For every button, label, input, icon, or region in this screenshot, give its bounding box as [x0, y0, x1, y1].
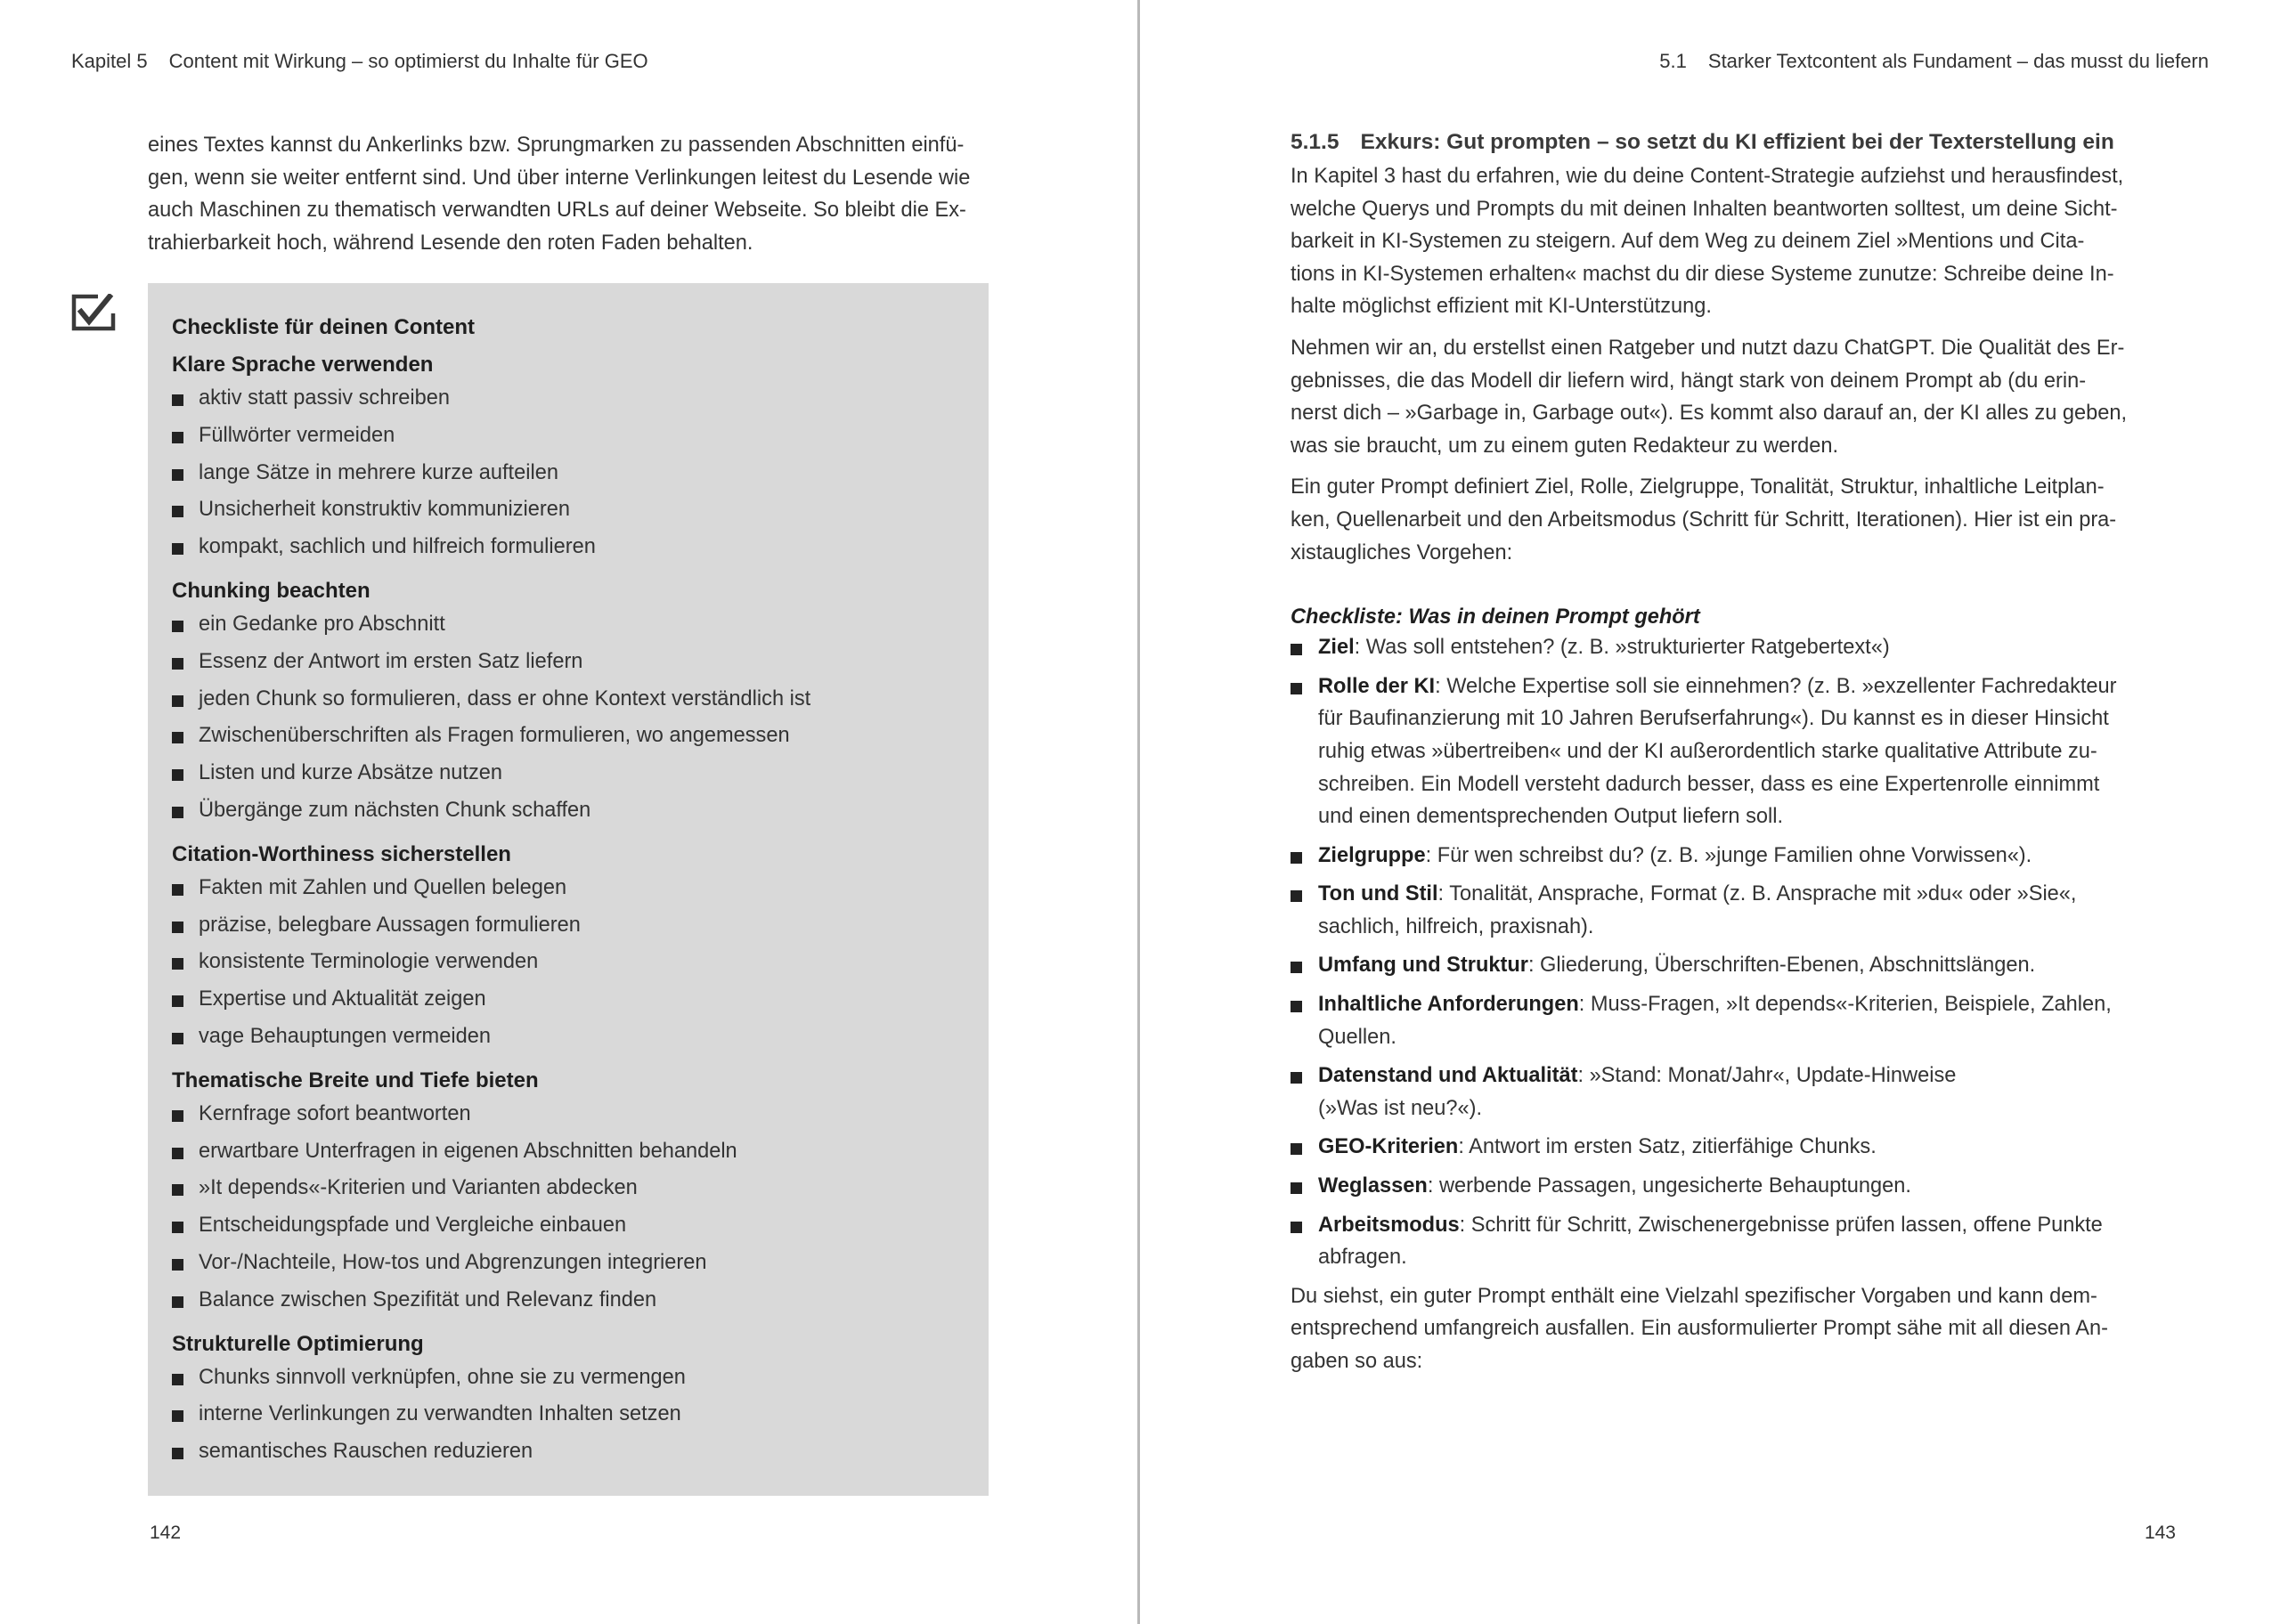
prompt-item-text: : werbende Passagen, ungesicherte Behauptungen.: [1427, 1174, 1911, 1198]
prompt-item-text: : Was soll entstehen? (z. B. »strukturierter Ratgebertext«): [1354, 636, 1890, 660]
text-line: In Kapitel 3 hast du erfahren, wie du deine Content-Strategie aufziehst und herausfindest,: [1291, 165, 2124, 188]
prompt-checklist-item: [1291, 1209, 2130, 1274]
checklist-item: Entscheidungspfade und Vergleiche einbauen: [172, 1207, 964, 1245]
checklist-items: [172, 870, 964, 1056]
checklist-item: Zwischenüberschriften als Fragen formulieren, wo angemessen: [172, 718, 964, 755]
text-line: tions in KI-Systemen erhalten« machst du dir diese Systeme zunutze: Schreibe deine In-: [1291, 262, 2114, 286]
checklist-item: lange Sätze in mehrere kurze aufteilen: [172, 455, 964, 492]
prompt-checklist-item: [1291, 1170, 2130, 1203]
prompt-item-text: : Tonalität, Ansprache, Format (z. B. Ansprache mit »du« oder »Sie«,: [1437, 882, 2077, 906]
section-heading: [1291, 125, 2130, 160]
checklist-item: erwartbare Unterfragen in eigenen Abschnitten behandeln: [172, 1133, 964, 1171]
checklist-item: konsistente Terminologie verwenden: [172, 944, 964, 981]
running-head-right: [1659, 50, 2209, 73]
prompt-item-text: Quellen.: [1318, 1025, 1396, 1049]
text-line: gen, wenn sie weiter entfernt sind. Und über interne Verlinkungen leitest du Lesende wie: [148, 166, 971, 190]
prompt-item-text: (»Was ist neu?«).: [1318, 1096, 1483, 1120]
checklist-items: [172, 1360, 964, 1471]
checkbox-checkmark-icon: [71, 294, 116, 331]
checklist-items: [172, 1096, 964, 1320]
checklist-items: [172, 606, 964, 830]
right-column: [1291, 125, 2130, 1387]
prompt-checklist-item: [1291, 988, 2130, 1053]
running-head-section-title: Starker Textcontent als Fundament – das musst du liefern: [1707, 50, 2209, 72]
checklist-item: Fakten mit Zahlen und Quellen belegen: [172, 870, 964, 907]
page-number-right: 143: [2144, 1522, 2176, 1543]
prompt-item-term: Ziel: [1318, 636, 1355, 660]
running-head-chapter: Kapitel 5: [71, 50, 148, 72]
content-checklist-box: [148, 283, 989, 1496]
text-line: entsprechend umfangreich ausfallen. Ein ausformulierter Prompt sähe mit all diesen An-: [1291, 1317, 2109, 1341]
checklist-sections: [172, 353, 964, 1471]
prompt-item-text: : Gliederung, Überschriften-Ebenen, Abschnittslängen.: [1527, 954, 2036, 978]
prompt-item-term: Inhaltliche Anforderungen: [1318, 993, 1579, 1017]
text-line: gebnisses, die das Modell dir liefern wird, hängt stark von deinem Prompt ab (du erin-: [1291, 369, 2087, 393]
prompt-item-term: Arbeitsmodus: [1318, 1213, 1460, 1237]
text-line: ken, Quellenarbeit und den Arbeitsmodus (Schritt für Schritt, Iterationen). Hier ist ein pra-: [1291, 508, 2117, 532]
intro-paragraph: [148, 129, 989, 259]
prompt-item-term: Datenstand und Aktualität: [1318, 1064, 1578, 1088]
checklist-item: Chunks sinnvoll verknüpfen, ohne sie zu vermengen: [172, 1360, 964, 1397]
text-line: Ein guter Prompt definiert Ziel, Rolle, Zielgruppe, Tonalität, Struktur, inhaltliche Leitplan-: [1291, 475, 2105, 499]
text-line: welche Querys und Prompts du mit deinen Inhalten beantworten solltest, um deine Sicht-: [1291, 197, 2118, 221]
prompt-item-text: für Baufinanzierung mit 10 Jahren Berufserfahrung«). Du kannst es in dieser Hinsicht: [1318, 707, 2109, 731]
prompt-item-text: : Muss-Fragen, »It depends«-Kriterien, Beispiele, Zahlen,: [1578, 993, 2112, 1017]
body-paragraph: [1291, 332, 2130, 462]
text-line: eines Textes kannst du Ankerlinks bzw. Sprungmarken zu passenden Abschnitten einfü-: [148, 134, 965, 157]
text-line: halte möglichst effizient mit KI-Unterstützung.: [1291, 295, 1712, 319]
section-number: 5.1.5: [1291, 130, 1340, 154]
prompt-item-text: sachlich, hilfreich, praxisnah).: [1318, 914, 1594, 938]
checklist-item: Vor-/Nachteile, How-tos und Abgrenzungen integrieren: [172, 1245, 964, 1282]
checklist-item: vage Behauptungen vermeiden: [172, 1019, 964, 1056]
text-line: gaben so aus:: [1291, 1350, 1423, 1373]
prompt-checklist-title: Checkliste: Was in deinen Prompt gehört: [1291, 605, 1700, 629]
checklist-item: Balance zwischen Spezifität und Relevanz finden: [172, 1282, 964, 1320]
checklist-item: Listen und kurze Absätze nutzen: [172, 755, 964, 792]
running-head-section: 5.1: [1659, 50, 1687, 72]
checklist-item: semantisches Rauschen reduzieren: [172, 1433, 964, 1471]
prompt-item-term: Ton und Stil: [1318, 882, 1438, 906]
prompt-checklist-item: [1291, 1131, 2130, 1164]
checklist-section-heading: Citation-Worthiness sicherstellen: [172, 841, 511, 866]
prompt-item-text: : »Stand: Monat/Jahr«, Update-Hinweise: [1577, 1064, 1957, 1088]
prompt-checklist-item: [1291, 949, 2130, 982]
checklist-item: »It depends«-Kriterien und Varianten abdecken: [172, 1170, 964, 1207]
body-paragraph: [1291, 160, 2130, 323]
prompt-item-term: Umfang und Struktur: [1318, 954, 1528, 978]
section-title: Exkurs: Gut prompten – so setzt du KI effizient bei der Texterstellung ein: [1360, 130, 2114, 154]
outro-paragraph: [1291, 1280, 2130, 1378]
prompt-checklist-item: [1291, 878, 2130, 943]
text-line: auch Maschinen zu thematisch verwandten URLs auf deiner Webseite. So bleibt die Ex-: [148, 199, 966, 223]
text-line: trahierbarkeit hoch, während Lesende den roten Faden behalten.: [148, 231, 753, 255]
text-line: xistaugliches Vorgehen:: [1291, 540, 1513, 564]
checklist-items: [172, 380, 964, 566]
checklist-item: kompakt, sachlich und hilfreich formulieren: [172, 529, 964, 566]
checklist-item: Expertise und Aktualität zeigen: [172, 981, 964, 1019]
prompt-item-text: : Welche Expertise soll sie einnehmen? (z. B. »exzellenter Fachredakteur: [1435, 674, 2117, 698]
prompt-checklist: [1291, 631, 2130, 1274]
checklist-item: ein Gedanke pro Abschnitt: [172, 606, 964, 644]
checklist-section-heading: Klare Sprache verwenden: [172, 353, 434, 377]
prompt-item-text: ruhig etwas »übertreiben« und der KI außerordentlich starke qualitative Attribute zu-: [1318, 739, 2097, 763]
checklist-item: jeden Chunk so formulieren, dass er ohne Kontext verständlich ist: [172, 681, 964, 719]
prompt-item-term: Weglassen: [1318, 1174, 1428, 1198]
checklist-item: Unsicherheit konstruktiv kommunizieren: [172, 491, 964, 529]
right-page: [1140, 0, 2280, 1624]
prompt-item-text: und einen dementsprechenden Output liefern soll.: [1318, 805, 1784, 829]
checklist-item: präzise, belegbare Aussagen formulieren: [172, 907, 964, 945]
left-page: [0, 0, 1138, 1624]
text-line: was sie braucht, um zu einem guten Redakteur zu werden.: [1291, 434, 1839, 458]
prompt-checklist-item: [1291, 840, 2130, 873]
text-line: nerst dich – »Garbage in, Garbage out«). Es kommt also darauf an, der KI alles zu geben,: [1291, 402, 2128, 426]
running-head-left: [71, 50, 648, 73]
prompt-checklist-item: [1291, 1060, 2130, 1125]
prompt-item-term: GEO-Kriterien: [1318, 1135, 1459, 1159]
prompt-item-text: schreiben. Ein Modell versteht dadurch besser, dass es eine Expertenrolle einnimmt: [1318, 772, 2100, 796]
checklist-title: Checkliste für deinen Content: [172, 315, 476, 339]
prompt-item-term: Rolle der KI: [1318, 674, 1436, 698]
text-line: barkeit in KI-Systemen zu steigern. Auf dem Weg zu deinem Ziel »Mentions und Cita-: [1291, 230, 2085, 254]
checklist-item: Kernfrage sofort beantworten: [172, 1096, 964, 1133]
prompt-item-text: : Für wen schreibst du? (z. B. »junge Familien ohne Vorwissen«).: [1425, 843, 2032, 867]
checklist-section-heading: Strukturelle Optimierung: [172, 1331, 424, 1356]
prompt-item-text: abfragen.: [1318, 1246, 1407, 1270]
prompt-item-text: : Schritt für Schritt, Zwischenergebnisse prüfen lassen, offene Punkte: [1459, 1213, 2103, 1237]
prompt-item-text: : Antwort im ersten Satz, zitierfähige Chunks.: [1458, 1135, 1877, 1159]
prompt-checklist-item: [1291, 631, 2130, 664]
checklist-item: Übergänge zum nächsten Chunk schaffen: [172, 792, 964, 830]
page-number-left: 142: [150, 1522, 182, 1543]
body-paragraph: [1291, 471, 2130, 569]
checklist-item: Essenz der Antwort im ersten Satz liefern: [172, 644, 964, 681]
text-line: Nehmen wir an, du erstellst einen Ratgeber und nutzt dazu ChatGPT. Die Qualität des Er-: [1291, 336, 2125, 360]
checklist-item: aktiv statt passiv schreiben: [172, 380, 964, 418]
checklist-item: interne Verlinkungen zu verwandten Inhalten setzen: [172, 1396, 964, 1433]
checklist-item: Füllwörter vermeiden: [172, 418, 964, 455]
prompt-checklist-item: [1291, 670, 2130, 833]
checklist-section-heading: Thematische Breite und Tiefe bieten: [172, 1068, 539, 1092]
running-head-title: Content mit Wirkung – so optimierst du Inhalte für GEO: [168, 50, 648, 72]
prompt-item-term: Zielgruppe: [1318, 843, 1426, 867]
body-paragraphs: [1291, 160, 2130, 569]
checklist-section-heading: Chunking beachten: [172, 578, 370, 603]
text-line: Du siehst, ein guter Prompt enthält eine Vielzahl spezifischer Vorgaben und kann dem-: [1291, 1284, 2097, 1308]
